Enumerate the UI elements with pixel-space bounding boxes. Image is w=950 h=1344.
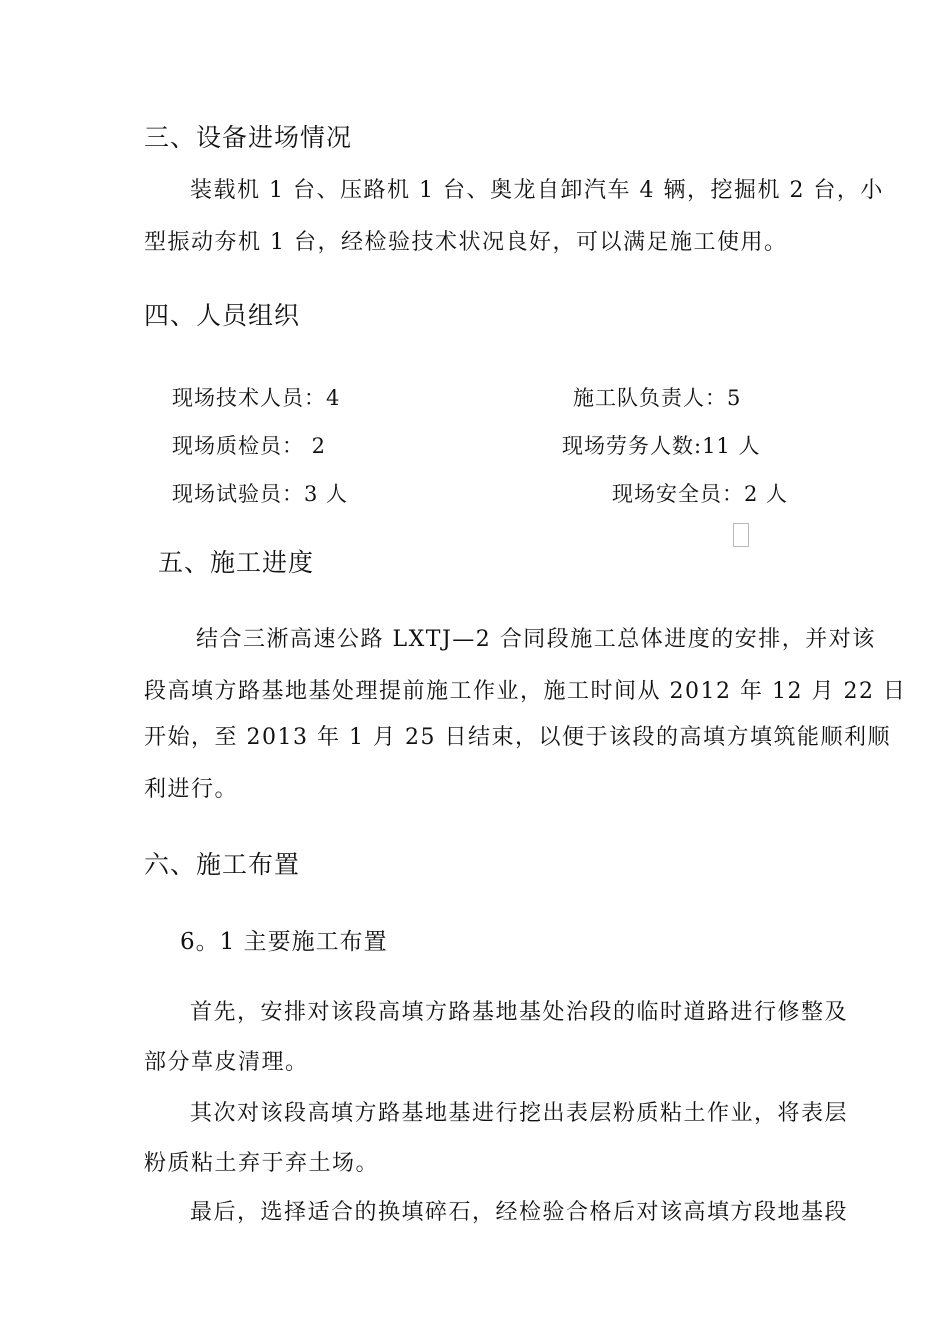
empty-text-box [733,523,749,547]
section-5-line-4: 利进行。 [144,777,239,802]
staff-labor-count: 现场劳务人数:11 人 [562,434,761,458]
section-6-para-3-line-1: 最后，选择适合的换填碎石，经检验合格后对该高填方段地基段 [190,1200,849,1225]
section-3-heading: 三、设备进场情况 [144,123,353,152]
section-6-para-2-line-1: 其次对该段高填方路基地基进行挖出表层粉质粘土作业，将表层 [190,1101,849,1126]
section-3-paragraph-line-1: 装载机 1 台、压路机 1 台、奥龙自卸汽车 4 辆，挖掘机 2 台，小 [190,178,884,203]
section-5-heading: 五、施工进度 [158,548,315,577]
staff-safety-officer: 现场安全员：2 人 [612,482,789,506]
section-5-line-3: 开始，至 2013 年 1 月 25 日结束，以便于该段的高填方填筑能顺利顺 [144,725,891,750]
section-6-1-subheading: 6。1 主要施工布置 [180,929,388,955]
section-6-heading: 六、施工布置 [144,850,301,879]
section-4-heading: 四、人员组织 [144,301,301,330]
staff-tester: 现场试验员：3 人 [172,482,349,506]
section-5-line-2: 段高填方路基地基处理提前施工作业，施工时间从 2012 年 12 月 22 日 [144,679,907,704]
staff-team-leader: 施工队负责人：5 [573,386,742,410]
section-6-para-1-line-1: 首先，安排对该段高填方路基地基处治段的临时道路进行修整及 [190,1000,849,1025]
section-6-para-1-line-2: 部分草皮清理。 [144,1050,309,1075]
section-5-line-1: 结合三淅高速公路 LXTJ—2 合同段施工总体进度的安排，并对该 [196,627,876,652]
section-6-para-2-line-2: 粉质粘土弃于弃土场。 [144,1151,380,1176]
staff-quality-inspector: 现场质检员： 2 [172,434,327,458]
staff-technical: 现场技术人员：4 [172,386,341,410]
section-3-paragraph-line-2: 型振动夯机 1 台，经检验技术状况良好，可以满足施工使用。 [144,230,788,255]
